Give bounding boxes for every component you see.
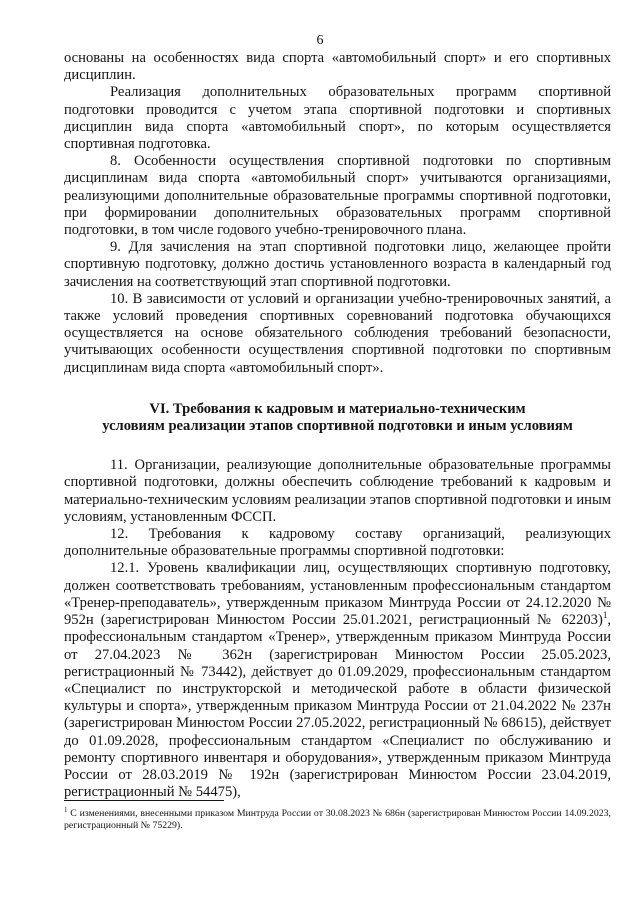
paragraph-implementation: Реализация дополнительных образовательных программ спортивной подготовки проводится с учетом этапа спортивной подготовки и спортивных дисциплин вида спорта «автомобильный спорт», по которым осуществляется спортивная подготовка. (64, 84, 611, 153)
document-body (64, 50, 611, 801)
footnote-separator (64, 800, 224, 801)
paragraph-item-10: 10. В зависимости от условий и организации учебно-тренировочных занятий, а также условий проведения спортивных соревнований подготовка обучающихся осуществляется на основе обязательного соблюдения требований безопасности, учитывающих особенности осуществления спортивной подготовки по спортивным дисциплинам вида спорта «автомобильный спорт». (64, 290, 611, 376)
paragraph-item-12-1-part-a: 12.1. Уровень квалификации лиц, осуществляющих спортивную подготовку, должен соответствовать требованиям, установленным профессиональным стандартом «Тренер-преподаватель», утвержденным приказом Минтруда России от 24.12.2020 № 952н (зарегистрирован Минюстом России 25.01.2021, регистрационный № 62203) (64, 560, 611, 629)
section-heading-line-2: условиям реализации этапов спортивной подготовки и иным условиям (102, 418, 573, 435)
footnote-text: С изменениями, внесенными приказом Минтруда России от 30.08.2023 № 686н (зарегистрирован Минюстом России 14.09.2023, регистрационный № 75229). (64, 808, 611, 831)
paragraph-item-11: 11. Организации, реализующие дополнительные образовательные программы спортивной подготовки, должны обеспечить соблюдение требований к кадровым и материально-техническим условиям реализации этапов спортивной подготовки и иным условиям, установленным ФССП. (64, 457, 611, 525)
footnote (64, 808, 611, 832)
footnote-marker: 1 (64, 806, 68, 814)
paragraph-item-12: 12. Требования к кадровому составу организаций, реализующих дополнительные образовательные программы спортивной подготовки: (64, 526, 611, 560)
paragraph-continuation: основаны на особенностях вида спорта «автомобильный спорт» и его спортивных дисциплин. (64, 50, 611, 84)
page-number: 6 (316, 33, 324, 48)
paragraph-item-8: 8. Особенности осуществления спортивной подготовки по спортивным дисциплинам вида спорта «автомобильный спорт» учитываются организациями, реализующими дополнительные образовательные программы спортивной подготовки, при формировании дополнительных образовательных программ спортивной подготовки, в том числе годового учебно-тренировочного плана. (64, 153, 611, 239)
paragraph-item-12-1-part-b: , профессиональным стандартом «Тренер», утвержденным приказом Минтруда России от 27.04.2023 № 362н (зарегистрирован Минюстом России 25.05.2023, регистрационный № 73442), действует до 01.09.2029, профессиональным стандартом «Специалист по инструкторской и методической работе в области физической культуры и спорта», утвержденным приказом Минтруда России от 21.04.2022 № 237н (зарегистрирован Минюстом России 27.05.2022, регистрационный № 68615), действует до 01.09.2028, профессиональным стандартом «Специалист по обслуживанию и ремонту спортивного инвентаря и оборудования», утвержденным приказом Минтруда России от 28.03.2019 № 192н (зарегистрирован Минюстом России 23.04.2019, регистрационный № 54475), (64, 612, 611, 801)
footnote-reference: 1 (602, 610, 608, 621)
section-heading (64, 401, 611, 435)
paragraph-item-9: 9. Для зачисления на этап спортивной подготовки лицо, желающее пройти спортивную подготовку, должно достичь установленного возраста в календарный год зачисления на соответствующий этап спортивной подготовки. (64, 239, 611, 290)
paragraph-item-12-1 (64, 560, 611, 801)
section-heading-line-1: VI. Требования к кадровым и материально-техническим (149, 400, 526, 417)
